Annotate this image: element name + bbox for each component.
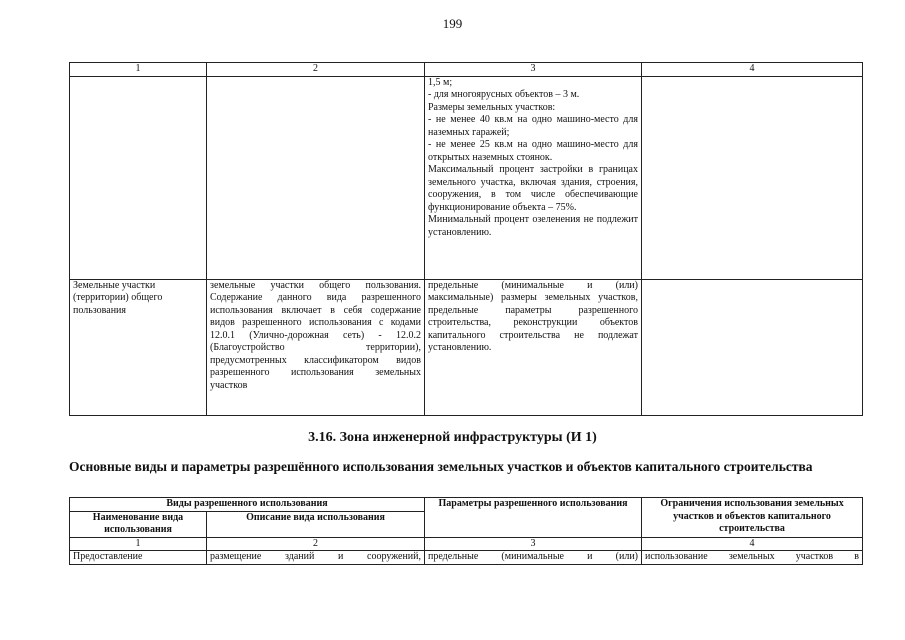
row1-limits-cell: использование земельных участков в [642,551,863,565]
continuation-table [69,62,863,416]
table-row [70,551,863,565]
col-number-2: 2 [207,63,425,77]
col-number-1: 1 [70,537,207,551]
section-title: 3.16. Зона инженерной инфраструктуры (И 1) [308,430,597,445]
parameter-line: - для многоярусных объектов – 3 м. [428,89,580,100]
col-number-4: 4 [642,63,863,77]
row1-description-cell: размещение зданий и сооружений, [207,551,425,565]
parameter-line: Максимальный процент застройки в границах земельного участка, включая здания, строения, сооружения, в том числе обеспечивающие функционирование объекта – 75%. [428,164,638,213]
col-number-3: 3 [425,537,642,551]
parameter-line: - не менее 25 кв.м на одно машино-место для открытых наземных стоянок. [428,139,638,163]
row2-name-cell: Земельные участки (территории) общего пользования [70,279,207,415]
parameter-line: 1,5 м; [428,76,453,88]
header-limits: Ограничения использования земельных участков и объектов капитального строительства [642,498,863,538]
header-use-description: Описание вида использования [207,511,425,537]
row1-parameters-cell: предельные (минимальные и (или) [425,551,642,565]
row2-description-cell: земельные участки общего пользования. Содержание данного вида разрешенного использования включает в себя содержание видов разрешенного использования с кодами 12.0.1 (Улично-дорожная сеть) - 12.0.2 (Благоустройство территории), предусмотренных классификатором видов разрешенного использования земельных участков [207,279,425,415]
table-row [70,279,863,415]
table-row [70,76,863,279]
header-parameters: Параметры разрешенного использования [425,498,642,538]
col-number-3: 3 [425,63,642,77]
col-number-2: 2 [207,537,425,551]
header-group-uses: Виды разрешенного использования [70,498,425,512]
col-number-4: 4 [642,537,863,551]
parameter-line: Минимальный процент озеленения не подлежит установлению. [428,214,638,238]
row1-name-cell: Предоставление [70,551,207,565]
zone-table [69,497,863,565]
header-use-name: Наименование вида использования [70,511,207,537]
row1-limits-cell [642,76,863,279]
page-number: 199 [442,16,463,31]
col-number-1: 1 [70,63,207,77]
parameter-line: Размеры земельных участков: [428,101,556,113]
column-number-row [70,537,863,551]
column-number-row [70,63,863,77]
row2-parameters-cell: предельные (минимальные и (или) максимальные) размеры земельных участков, предельные параметры разрешенного строительства, реконструкции объектов капитального строительства не подлежат установлению. [425,279,642,415]
header-row [70,498,863,512]
row1-name-cell [70,76,207,279]
row2-limits-cell [642,279,863,415]
parameter-line: - не менее 40 кв.м на одно машино-место для наземных гаражей; [428,114,638,138]
row1-parameters-cell [425,76,642,279]
row1-description-cell [207,76,425,279]
section-subtitle: Основные виды и параметры разрешённого использования земельных участков и объектов капитального строительства [69,459,813,474]
